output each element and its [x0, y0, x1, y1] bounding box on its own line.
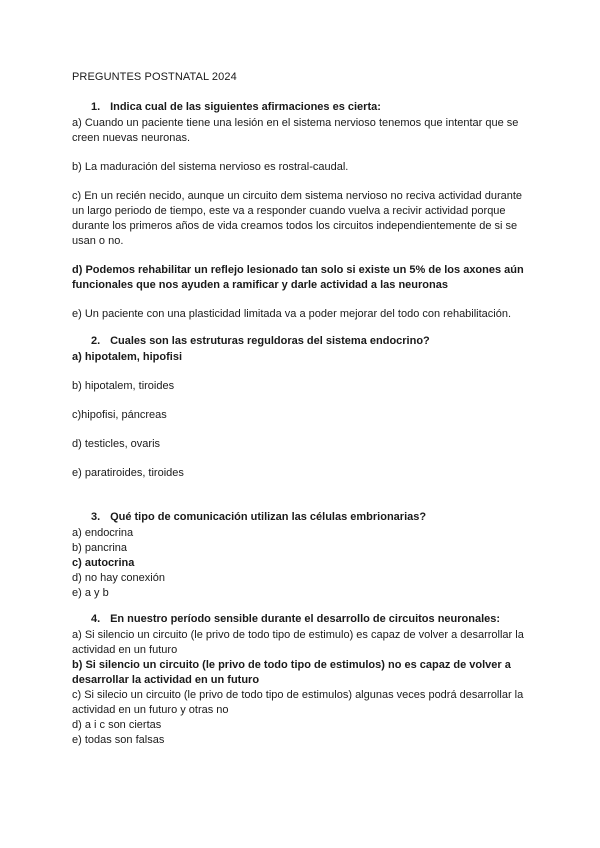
question-number: 4. — [91, 613, 101, 625]
question-2 — [72, 334, 532, 481]
answer-option: a) endocrina — [72, 527, 134, 539]
answer-option: c) Si silecio un circuito (le privo de todo tipo de estimulos) algunas veces podrá desarrollar la actividad en un futuro y otras no — [72, 689, 524, 716]
document-title: PREGUNTES POSTNATAL 2024 — [72, 71, 237, 83]
question-number: 3. — [91, 511, 101, 523]
answer-option: e) todas son falsas — [72, 734, 165, 746]
question-text: Indica cual de las siguientes afirmaciones es cierta: — [110, 101, 381, 113]
answer-option-correct: c) autocrina — [72, 557, 135, 569]
answer-option: e) Un paciente con una plasticidad limitada va a poder mejorar del todo con rehabilitación. — [72, 308, 512, 320]
question-text: Cuales son las estruturas reguldoras del sistema endocrino? — [110, 335, 430, 347]
question-number: 2. — [91, 335, 101, 347]
answer-option: d) testicles, ovaris — [72, 438, 161, 450]
answer-option: d) no hay conexión — [72, 572, 165, 584]
answer-option: a) Cuando un paciente tiene una lesión en el sistema nervioso tenemos que intentar que se creen nuevas neuronas. — [72, 117, 519, 144]
answer-option: e) paratiroides, tiroides — [72, 467, 184, 479]
question-1 — [72, 100, 532, 322]
answer-option: d) a i c son ciertas — [72, 719, 162, 731]
answer-option: c)hipofisi, páncreas — [72, 409, 167, 421]
question-number: 1. — [91, 101, 101, 113]
answer-option: e) a y b — [72, 587, 109, 599]
question-heading — [72, 612, 532, 627]
answer-option: a) Si silencio un circuito (le privo de todo tipo de estimulo) es capaz de volver a desarrollar la actividad en un futuro — [72, 629, 524, 656]
question-heading — [72, 100, 532, 115]
question-text: Qué tipo de comunicación utilizan las células embrionarias? — [110, 511, 427, 523]
question-4 — [72, 612, 532, 748]
answer-option-correct: d) Podemos rehabilitar un reflejo lesionado tan solo si existe un 5% de los axones aún funcionales que nos ayuden a ramificar y darle actividad a las neuronas — [72, 264, 524, 291]
question-heading — [72, 334, 532, 349]
answer-option: b) hipotalem, tiroides — [72, 380, 175, 392]
answer-option: b) pancrina — [72, 542, 128, 554]
answer-option: c) En un recién necido, aunque un circuito dem sistema nervioso no reciva actividad durante un largo periodo de tiempo, este va a responder cuando vuelva a recivir actividad porque durante los primeros años de vida creamos todos los circuitos independientemente de si se usan o no. — [72, 190, 523, 247]
answer-option: b) La maduración del sistema nervioso es rostral-caudal. — [72, 161, 349, 173]
question-text: En nuestro período sensible durante el desarrollo de circuitos neuronales: — [110, 613, 501, 625]
answer-option-correct: b) Si silencio un circuito (le privo de todo tipo de estimulos) no es capaz de volver a desarrollar la actividad en un futuro — [72, 659, 511, 686]
question-heading — [72, 510, 532, 525]
question-3 — [72, 510, 532, 601]
answer-option-correct: a) hipotalem, hipofisi — [72, 351, 183, 363]
